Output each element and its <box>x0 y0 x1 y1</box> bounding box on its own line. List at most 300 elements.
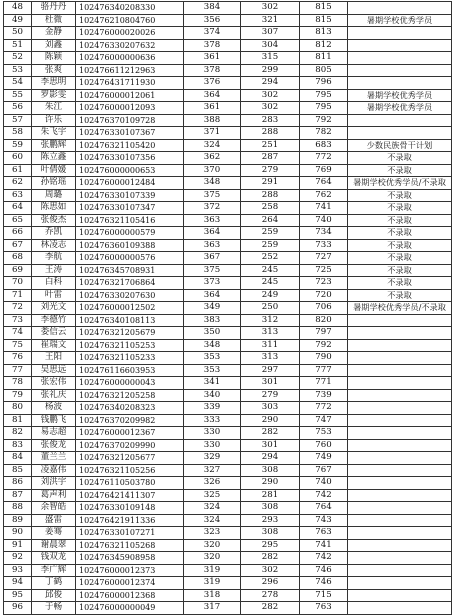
row-number-cell: 57 <box>4 114 32 127</box>
score-b-cell: 250 <box>241 302 300 315</box>
row-number-cell: 54 <box>4 77 32 90</box>
remark-cell <box>348 527 452 540</box>
exam-id-cell: 102476321105256 <box>76 464 184 477</box>
candidate-name-cell: 姜骞 <box>32 527 76 540</box>
score-b-cell: 296 <box>241 577 300 590</box>
score-b-cell: 302 <box>241 564 300 577</box>
remark-cell <box>348 127 452 140</box>
score-b-cell: 299 <box>241 64 300 77</box>
table-row <box>4 577 452 590</box>
row-number-cell: 83 <box>4 439 32 452</box>
row-number-cell: 96 <box>4 602 32 615</box>
total-score-cell: 720 <box>300 289 348 302</box>
table-row <box>4 539 452 552</box>
score-b-cell: 259 <box>241 227 300 240</box>
table-row <box>4 202 452 215</box>
remark-cell <box>348 339 452 352</box>
total-score-cell: 740 <box>300 214 348 227</box>
remark-cell <box>348 327 452 340</box>
total-score-cell: 811 <box>300 52 348 65</box>
remark-cell: 少数民族骨干计划 <box>348 139 452 152</box>
candidate-name-cell: 叶倩媛 <box>32 164 76 177</box>
row-number-cell: 58 <box>4 127 32 140</box>
remark-cell <box>348 77 452 90</box>
score-a-cell: 378 <box>184 39 241 52</box>
score-b-cell: 295 <box>241 539 300 552</box>
score-b-cell: 294 <box>241 77 300 90</box>
score-a-cell: 348 <box>184 339 241 352</box>
score-a-cell: 324 <box>184 514 241 527</box>
row-number-cell: 77 <box>4 364 32 377</box>
score-b-cell: 245 <box>241 264 300 277</box>
candidate-name-cell: 崔瑞文 <box>32 339 76 352</box>
score-b-cell: 311 <box>241 339 300 352</box>
remark-cell <box>348 427 452 440</box>
score-a-cell: 364 <box>184 227 241 240</box>
candidate-name-cell: 余智皓 <box>32 502 76 515</box>
row-number-cell: 85 <box>4 464 32 477</box>
score-b-cell: 304 <box>241 39 300 52</box>
candidate-name-cell: 谢晨翠 <box>32 539 76 552</box>
candidate-name-cell: 骆丹丹 <box>32 2 76 15</box>
score-b-cell: 282 <box>241 552 300 565</box>
remark-cell <box>348 364 452 377</box>
remark-cell <box>348 414 452 427</box>
exam-id-cell: 102476000012093 <box>76 102 184 115</box>
exam-id-cell: 102476000020026 <box>76 27 184 40</box>
score-a-cell: 378 <box>184 64 241 77</box>
score-a-cell: 364 <box>184 89 241 102</box>
score-a-cell: 375 <box>184 264 241 277</box>
exam-id-cell: 102476340108113 <box>76 314 184 327</box>
score-b-cell: 288 <box>241 127 300 140</box>
score-b-cell: 321 <box>241 14 300 27</box>
table-row <box>4 214 452 227</box>
candidate-name-cell: 孙铭瑶 <box>32 177 76 190</box>
score-a-cell: 363 <box>184 214 241 227</box>
total-score-cell: 723 <box>300 277 348 290</box>
candidate-name-cell: 王涛 <box>32 264 76 277</box>
remark-cell <box>348 39 452 52</box>
score-a-cell: 330 <box>184 439 241 452</box>
table-row <box>4 2 452 15</box>
score-a-cell: 339 <box>184 402 241 415</box>
score-b-cell: 279 <box>241 164 300 177</box>
table-row <box>4 252 452 265</box>
candidate-name-cell: 钱双龙 <box>32 552 76 565</box>
score-b-cell: 291 <box>241 177 300 190</box>
table-row <box>4 227 452 240</box>
candidate-name-cell: 吴思远 <box>32 364 76 377</box>
total-score-cell: 753 <box>300 427 348 440</box>
score-b-cell: 282 <box>241 427 300 440</box>
exam-id-cell: 102476321205677 <box>76 452 184 465</box>
score-a-cell: 361 <box>184 102 241 115</box>
candidate-name-cell: 刘光文 <box>32 302 76 315</box>
remark-cell: 不录取 <box>348 239 452 252</box>
score-a-cell: 330 <box>184 427 241 440</box>
table-row <box>4 164 452 177</box>
candidate-name-cell: 陈思如 <box>32 202 76 215</box>
exam-id-cell: 102476321706864 <box>76 277 184 290</box>
table-row <box>4 127 452 140</box>
table-row <box>4 64 452 77</box>
score-b-cell: 281 <box>241 489 300 502</box>
score-b-cell: 313 <box>241 352 300 365</box>
remark-cell <box>348 2 452 15</box>
candidate-name-cell: 钱鹏飞 <box>32 414 76 427</box>
total-score-cell: 763 <box>300 527 348 540</box>
total-score-cell: 746 <box>300 564 348 577</box>
total-score-cell: 764 <box>300 502 348 515</box>
remark-cell <box>348 552 452 565</box>
table-row <box>4 152 452 165</box>
total-score-cell: 790 <box>300 352 348 365</box>
total-score-cell: 740 <box>300 477 348 490</box>
exam-id-cell: 102476330109148 <box>76 502 184 515</box>
total-score-cell: 767 <box>300 464 348 477</box>
exam-id-cell: 102476321105420 <box>76 139 184 152</box>
remark-cell <box>348 402 452 415</box>
admission-score-table <box>3 1 452 615</box>
row-number-cell: 75 <box>4 339 32 352</box>
total-score-cell: 820 <box>300 314 348 327</box>
score-a-cell: 326 <box>184 477 241 490</box>
remark-cell: 不录取 <box>348 164 452 177</box>
exam-id-cell: 102476000012374 <box>76 577 184 590</box>
table-row <box>4 414 452 427</box>
remark-cell <box>348 477 452 490</box>
table-row <box>4 239 452 252</box>
score-a-cell: 361 <box>184 52 241 65</box>
remark-cell <box>348 52 452 65</box>
exam-id-cell: 102476370109728 <box>76 114 184 127</box>
table-row <box>4 377 452 390</box>
score-a-cell: 370 <box>184 164 241 177</box>
score-a-cell: 350 <box>184 327 241 340</box>
total-score-cell: 746 <box>300 577 348 590</box>
score-a-cell: 353 <box>184 352 241 365</box>
total-score-cell: 795 <box>300 102 348 115</box>
row-number-cell: 65 <box>4 214 32 227</box>
candidate-name-cell: 金静 <box>32 27 76 40</box>
row-number-cell: 68 <box>4 252 32 265</box>
exam-id-cell: 102476611212963 <box>76 64 184 77</box>
remark-cell: 暑期学校优秀学员 <box>348 14 452 27</box>
table-row <box>4 289 452 302</box>
exam-id-cell: 102476000000653 <box>76 164 184 177</box>
row-number-cell: 56 <box>4 102 32 115</box>
candidate-name-cell: 许乐 <box>32 114 76 127</box>
remark-cell <box>348 589 452 602</box>
score-a-cell: 373 <box>184 277 241 290</box>
score-a-cell: 374 <box>184 27 241 40</box>
candidate-name-cell: 凌嘉伟 <box>32 464 76 477</box>
total-score-cell: 797 <box>300 327 348 340</box>
candidate-name-cell: 邱俊 <box>32 589 76 602</box>
score-a-cell: 324 <box>184 502 241 515</box>
table-row <box>4 27 452 40</box>
table-row <box>4 389 452 402</box>
table-row <box>4 314 452 327</box>
exam-id-cell: 102476330107356 <box>76 152 184 165</box>
score-a-cell: 325 <box>184 489 241 502</box>
candidate-name-cell: 张宏伟 <box>32 377 76 390</box>
row-number-cell: 81 <box>4 414 32 427</box>
total-score-cell: 749 <box>300 452 348 465</box>
exam-id-cell: 102476000000049 <box>76 602 184 615</box>
remark-cell <box>348 114 452 127</box>
score-a-cell: 367 <box>184 252 241 265</box>
candidate-name-cell: 杜微 <box>32 14 76 27</box>
exam-id-cell: 102476370209982 <box>76 414 184 427</box>
candidate-name-cell: 张爽 <box>32 64 76 77</box>
table-row <box>4 602 452 615</box>
remark-cell: 不录取 <box>348 189 452 202</box>
exam-id-cell: 102476000000043 <box>76 377 184 390</box>
candidate-name-cell: 林凌志 <box>32 239 76 252</box>
candidate-name-cell: 董兰兰 <box>32 452 76 465</box>
candidate-name-cell: 刘鑫 <box>32 39 76 52</box>
row-number-cell: 91 <box>4 539 32 552</box>
exam-id-cell: 102476321105268 <box>76 539 184 552</box>
total-score-cell: 772 <box>300 402 348 415</box>
row-number-cell: 76 <box>4 352 32 365</box>
total-score-cell: 815 <box>300 14 348 27</box>
total-score-cell: 747 <box>300 414 348 427</box>
candidate-name-cell: 白科 <box>32 277 76 290</box>
table-row <box>4 364 452 377</box>
total-score-cell: 792 <box>300 339 348 352</box>
table-row <box>4 264 452 277</box>
candidate-name-cell: 张礼庆 <box>32 389 76 402</box>
exam-id-cell: 102476330107271 <box>76 527 184 540</box>
table-row <box>4 439 452 452</box>
row-number-cell: 86 <box>4 477 32 490</box>
table-row <box>4 139 452 152</box>
total-score-cell: 733 <box>300 239 348 252</box>
row-number-cell: 74 <box>4 327 32 340</box>
total-score-cell: 741 <box>300 202 348 215</box>
table-row <box>4 527 452 540</box>
score-b-cell: 264 <box>241 214 300 227</box>
remark-cell: 不录取 <box>348 289 452 302</box>
exam-id-cell: 102476000000579 <box>76 227 184 240</box>
exam-id-cell: 102476330107339 <box>76 189 184 202</box>
total-score-cell: 805 <box>300 64 348 77</box>
total-score-cell: 813 <box>300 27 348 40</box>
table-row <box>4 502 452 515</box>
candidate-name-cell: 丁鹤 <box>32 577 76 590</box>
score-b-cell: 308 <box>241 464 300 477</box>
candidate-name-cell: 朱飞宇 <box>32 127 76 140</box>
table-row <box>4 114 452 127</box>
remark-cell <box>348 602 452 615</box>
candidate-name-cell: 张鹏辉 <box>32 139 76 152</box>
row-number-cell: 78 <box>4 377 32 390</box>
score-a-cell: 372 <box>184 202 241 215</box>
total-score-cell: 739 <box>300 389 348 402</box>
row-number-cell: 73 <box>4 314 32 327</box>
table-row <box>4 464 452 477</box>
score-b-cell: 297 <box>241 364 300 377</box>
total-score-cell: 734 <box>300 227 348 240</box>
remark-cell: 暑期学校优秀学员/不录取 <box>348 177 452 190</box>
score-b-cell: 302 <box>241 2 300 15</box>
table-row <box>4 489 452 502</box>
exam-id-cell: 102476360109388 <box>76 239 184 252</box>
total-score-cell: 727 <box>300 252 348 265</box>
table-row <box>4 477 452 490</box>
score-b-cell: 251 <box>241 139 300 152</box>
score-b-cell: 302 <box>241 102 300 115</box>
remark-cell: 不录取 <box>348 277 452 290</box>
score-b-cell: 312 <box>241 314 300 327</box>
remark-cell: 暑期学校优秀学员 <box>348 89 452 102</box>
score-b-cell: 308 <box>241 527 300 540</box>
total-score-cell: 743 <box>300 514 348 527</box>
score-a-cell: 329 <box>184 452 241 465</box>
table-row <box>4 589 452 602</box>
table-row <box>4 177 452 190</box>
row-number-cell: 67 <box>4 239 32 252</box>
score-a-cell: 323 <box>184 527 241 540</box>
total-score-cell: 764 <box>300 177 348 190</box>
remark-cell <box>348 564 452 577</box>
score-b-cell: 313 <box>241 327 300 340</box>
score-b-cell: 290 <box>241 477 300 490</box>
table-row <box>4 14 452 27</box>
exam-id-cell: 102476330107367 <box>76 127 184 140</box>
candidate-name-cell: 盛雷 <box>32 514 76 527</box>
row-number-cell: 84 <box>4 452 32 465</box>
candidate-name-cell: 周璐 <box>32 189 76 202</box>
row-number-cell: 48 <box>4 2 32 15</box>
row-number-cell: 72 <box>4 302 32 315</box>
row-number-cell: 90 <box>4 527 32 540</box>
exam-id-cell: 102476330107347 <box>76 202 184 215</box>
score-b-cell: 315 <box>241 52 300 65</box>
row-number-cell: 69 <box>4 264 32 277</box>
row-number-cell: 82 <box>4 427 32 440</box>
remark-cell <box>348 464 452 477</box>
score-a-cell: 383 <box>184 314 241 327</box>
score-a-cell: 320 <box>184 552 241 565</box>
candidate-name-cell: 罗影雯 <box>32 89 76 102</box>
score-a-cell: 340 <box>184 389 241 402</box>
exam-id-cell: 102476000012061 <box>76 89 184 102</box>
exam-id-cell: 102476000012373 <box>76 564 184 577</box>
table-row <box>4 89 452 102</box>
table-row <box>4 277 452 290</box>
row-number-cell: 79 <box>4 389 32 402</box>
row-number-cell: 51 <box>4 39 32 52</box>
row-number-cell: 50 <box>4 27 32 40</box>
row-number-cell: 55 <box>4 89 32 102</box>
total-score-cell: 760 <box>300 439 348 452</box>
total-score-cell: 742 <box>300 489 348 502</box>
candidate-name-cell: 娄信云 <box>32 327 76 340</box>
exam-id-cell: 102476110503780 <box>76 477 184 490</box>
exam-id-cell: 102476340208330 <box>76 2 184 15</box>
table-row <box>4 327 452 340</box>
remark-cell <box>348 452 452 465</box>
score-a-cell: 318 <box>184 589 241 602</box>
table-row <box>4 77 452 90</box>
exam-id-cell: 102476421911336 <box>76 514 184 527</box>
row-number-cell: 61 <box>4 164 32 177</box>
row-number-cell: 60 <box>4 152 32 165</box>
remark-cell: 不录取 <box>348 214 452 227</box>
remark-cell <box>348 64 452 77</box>
candidate-name-cell: 葛声利 <box>32 489 76 502</box>
candidate-name-cell: 朱江 <box>32 102 76 115</box>
score-b-cell: 249 <box>241 289 300 302</box>
score-b-cell: 278 <box>241 589 300 602</box>
total-score-cell: 769 <box>300 164 348 177</box>
candidate-name-cell: 陈颖 <box>32 52 76 65</box>
table-row <box>4 452 452 465</box>
remark-cell: 不录取 <box>348 152 452 165</box>
candidate-name-cell: 张俊龙 <box>32 439 76 452</box>
score-a-cell: 319 <box>184 564 241 577</box>
row-number-cell: 89 <box>4 514 32 527</box>
total-score-cell: 796 <box>300 77 348 90</box>
exam-id-cell: 102476000000636 <box>76 52 184 65</box>
remark-cell <box>348 352 452 365</box>
total-score-cell: 782 <box>300 127 348 140</box>
total-score-cell: 762 <box>300 189 348 202</box>
row-number-cell: 95 <box>4 589 32 602</box>
candidate-name-cell: 易志超 <box>32 427 76 440</box>
candidate-name-cell: 李思明 <box>32 77 76 90</box>
remark-cell <box>348 389 452 402</box>
table-body <box>4 2 452 615</box>
candidate-name-cell: 李德竹 <box>32 314 76 327</box>
table-row <box>4 302 452 315</box>
score-b-cell: 288 <box>241 189 300 202</box>
exam-id-cell: 102476321205679 <box>76 327 184 340</box>
score-b-cell: 301 <box>241 377 300 390</box>
exam-id-cell: 102476330207630 <box>76 289 184 302</box>
score-a-cell: 317 <box>184 602 241 615</box>
score-a-cell: 363 <box>184 239 241 252</box>
table-row <box>4 402 452 415</box>
exam-id-cell: 102476321105233 <box>76 352 184 365</box>
score-b-cell: 301 <box>241 439 300 452</box>
score-a-cell: 319 <box>184 577 241 590</box>
score-a-cell: 364 <box>184 289 241 302</box>
candidate-name-cell: 李广辉 <box>32 564 76 577</box>
exam-id-cell: 102476000012502 <box>76 302 184 315</box>
table-row <box>4 339 452 352</box>
score-b-cell: 287 <box>241 152 300 165</box>
table-row <box>4 102 452 115</box>
total-score-cell: 812 <box>300 39 348 52</box>
remark-cell <box>348 502 452 515</box>
score-b-cell: 302 <box>241 89 300 102</box>
row-number-cell: 87 <box>4 489 32 502</box>
candidate-name-cell: 叶雷 <box>32 289 76 302</box>
candidate-name-cell: 刘洪宇 <box>32 477 76 490</box>
row-number-cell: 63 <box>4 189 32 202</box>
total-score-cell: 742 <box>300 552 348 565</box>
total-score-cell: 792 <box>300 114 348 127</box>
table-row <box>4 52 452 65</box>
remark-cell: 不录取 <box>348 202 452 215</box>
score-a-cell: 333 <box>184 414 241 427</box>
table-row <box>4 514 452 527</box>
